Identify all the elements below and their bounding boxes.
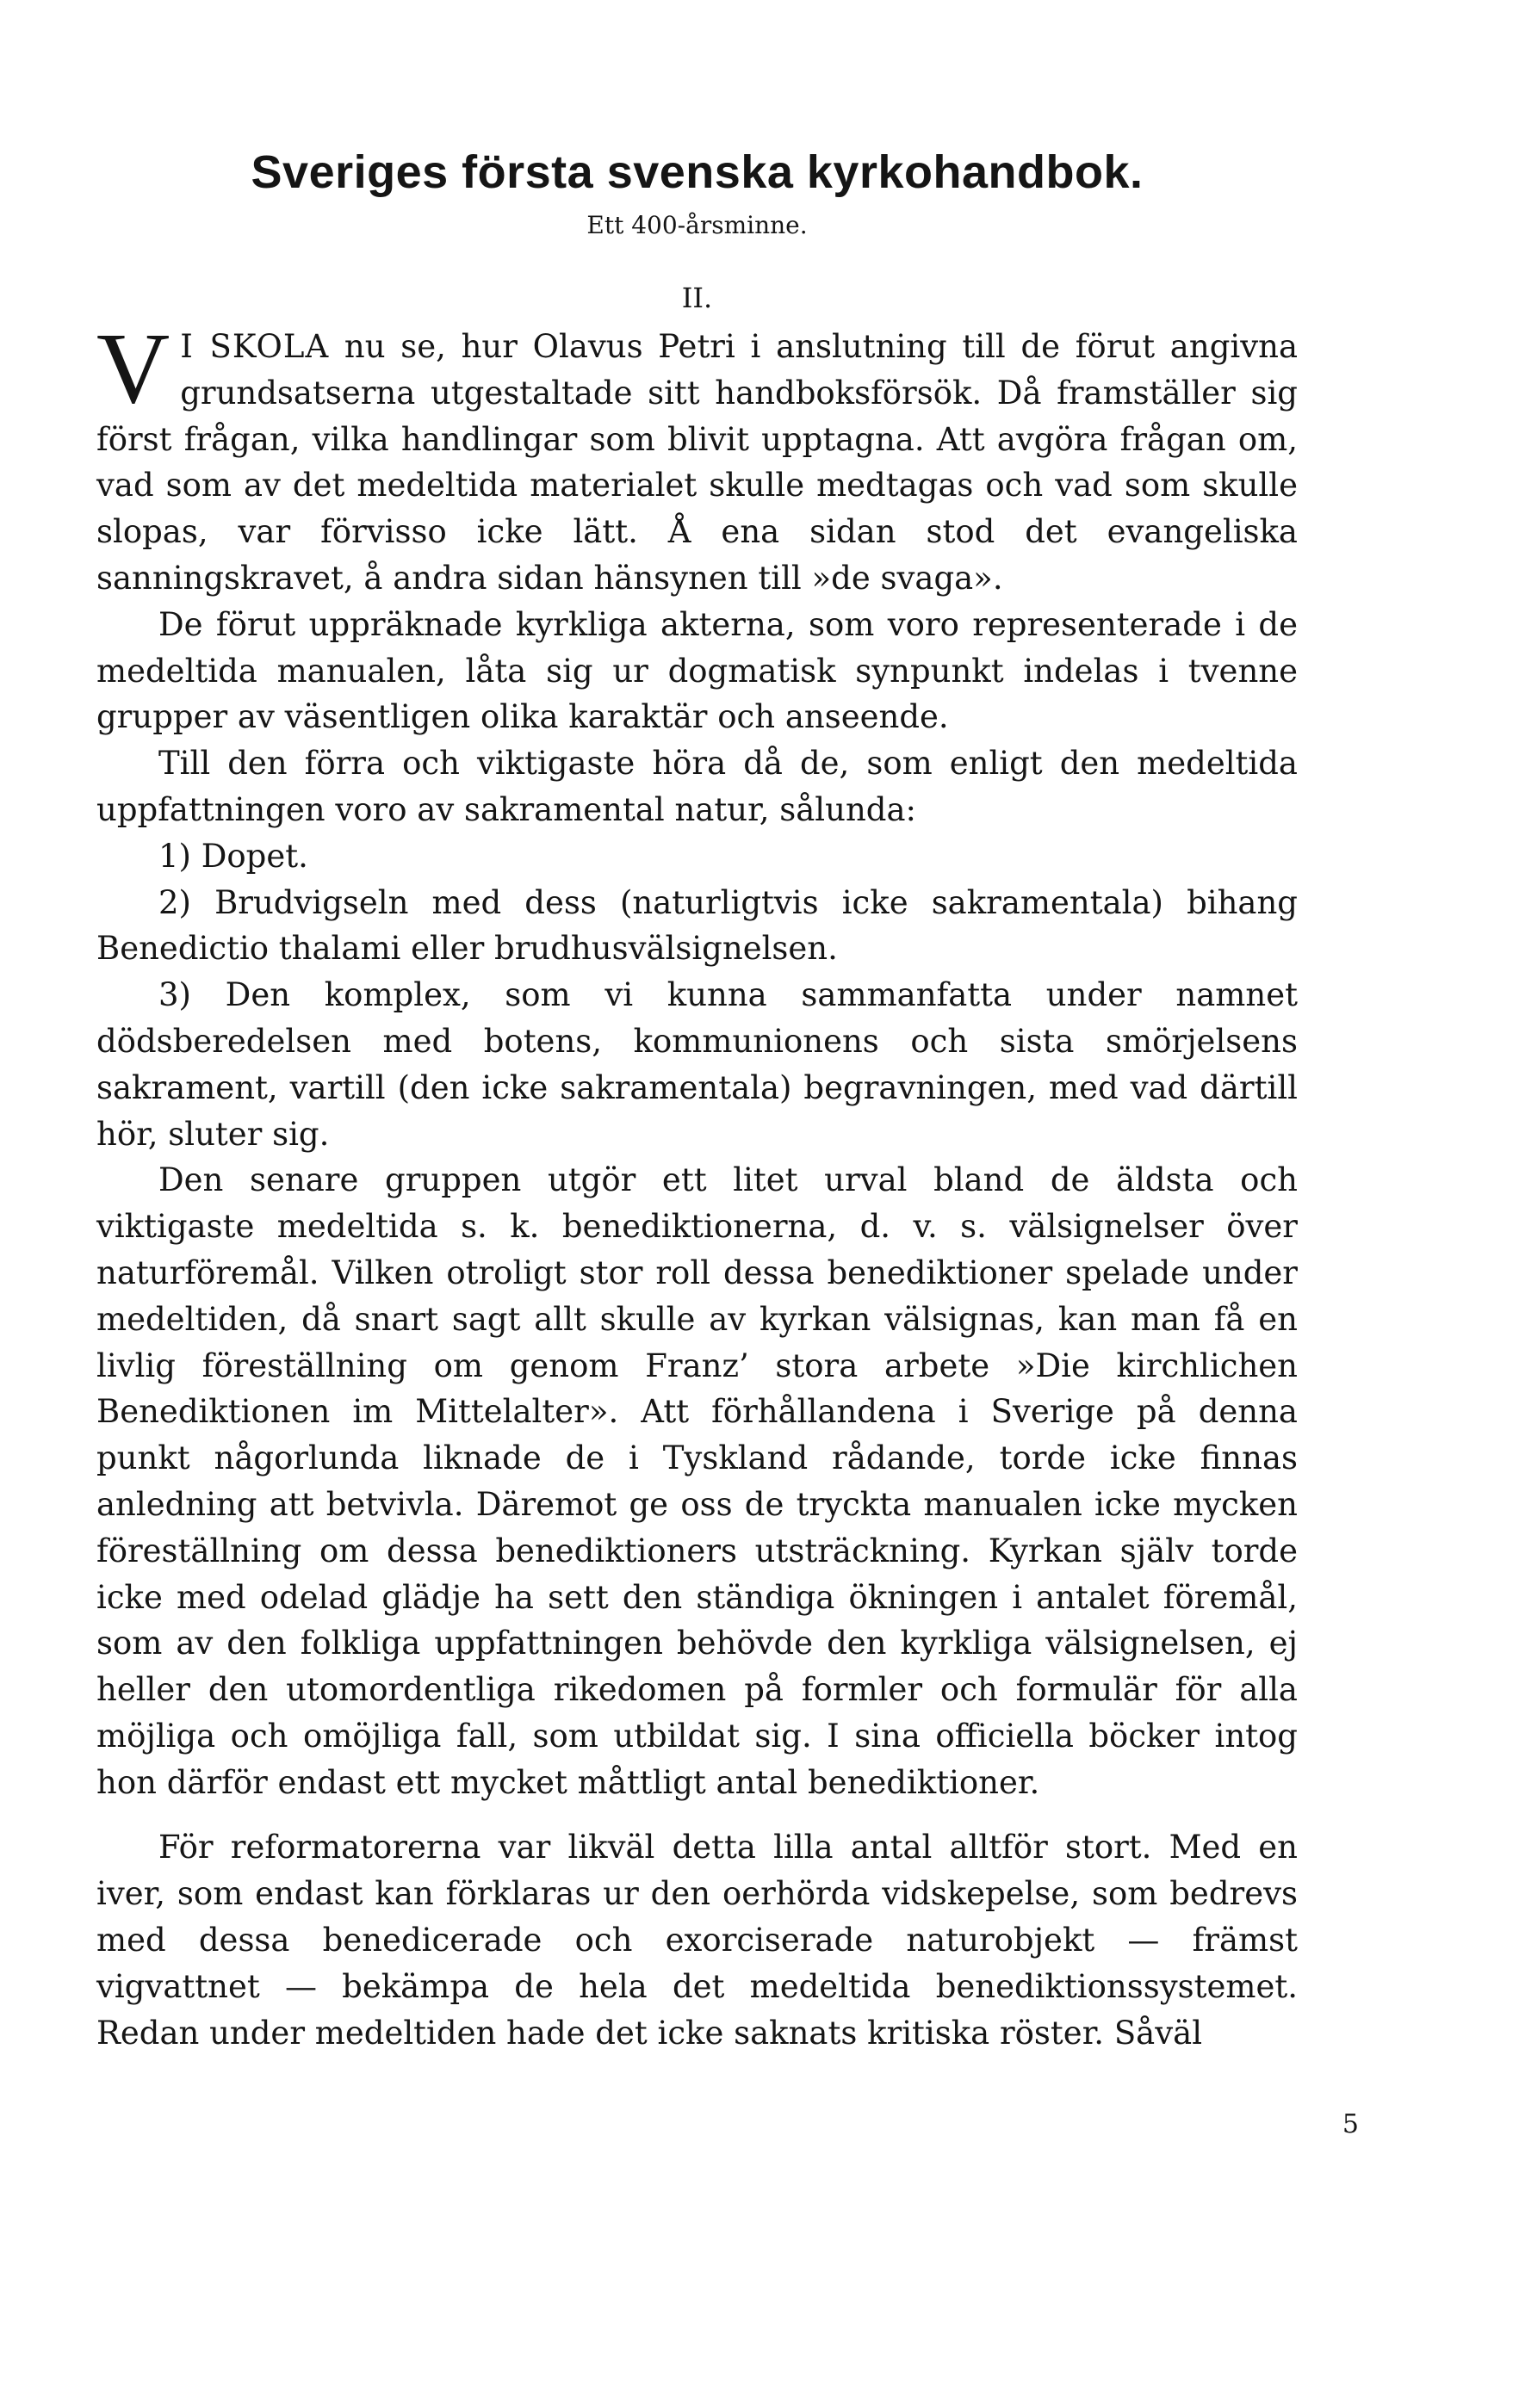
section-number: II. <box>681 282 713 315</box>
list-item-2: 2) Brudvigseln med dess (naturligtvis icke sakramentala) bihang Benedictio thalami eller brudhusvälsignelsen. <box>96 883 1298 968</box>
paragraph-3: Till den förra och viktigaste höra då de, som enligt den medeltida uppfattningen voro av sakramental natur, sålunda: <box>96 745 1298 828</box>
drop-cap: V <box>96 311 170 424</box>
page-number: 5 <box>1342 2109 1359 2139</box>
opening-words: I SKOLA <box>180 327 330 365</box>
paragraph-1-text: nu se, hur Olavus Petri i anslutning till de förut angivna grundsatserna utgestaltade sitt handboksförsök. Då framställer sig först frågan, vilka handlingar som blivit upptagna. Att avgöra frågan om, vad som av det medeltida materialet skulle medtagas och vad som skulle slopas, var förvisso icke lätt. Å ena sidan stod det evangeliska sanningskravet, å andra sidan hänsynen till »de svaga». <box>96 327 1298 597</box>
list-item-3: 3) Den komplex, som vi kunna sammanfatta under namnet dödsberedelsen med botens, kommunionens och sista smörjelsens sakrament, vartill (den icke sakramentala) begravningen, med vad därtill hör, sluter sig. <box>96 976 1298 1153</box>
paragraph-1 <box>96 311 1298 602</box>
list-item-1: 1) Dopet. <box>158 837 308 875</box>
body-text <box>96 311 1298 2056</box>
paragraph-5: För reformatorerna var likväl detta lilla antal alltför stort. Med en iver, som endast kan förklaras ur den oerhörda vidskepelse, som bedrevs med dessa benedicerade och exorciserade naturobjekt — främst vigvattnet — bekämpa de hela det medeltida benediktionssystemet. Redan under medeltiden hade det icke saknats kritiska röster. Såväl <box>96 1829 1298 2052</box>
page-title: Sveriges första svenska kyrkohandbok. <box>251 146 1144 198</box>
page-subtitle: Ett 400-årsminne. <box>586 210 808 239</box>
document-page <box>96 145 1298 2056</box>
paragraph-4: Den senare gruppen utgör ett litet urval bland de äldsta och viktigaste medeltida s. k. benediktionerna, d. v. s. välsignelser över naturföremål. Vilken otroligt stor roll dessa benediktioner spelade under medeltiden, då snart sagt allt skulle av kyrkan välsignas, kan man få en livlig föreställning om genom Franz’ stora arbete »Die kirchlichen Benediktionen im Mittelalter». Att förhållandena i Sverige på denna punkt någorlunda liknade de i Tyskland rådande, torde icke finnas anledning att betvivla. Däremot ge oss de tryckta manualen icke mycken föreställning om dessa benediktioners utsträckning. Kyrkan själv torde icke med odelad glädje ha sett den ständiga ökningen i antalet föremål, som av den folkliga uppfattningen behövde den kyrkliga välsignelsen, ej heller den utomordentliga rikedomen på formler och formulär för alla möjliga och omöjliga fall, som utbildat sig. I sina officiella böcker intog hon därför endast ett mycket måttligt antal benediktioner. <box>96 1161 1298 1801</box>
paragraph-2: De förut uppräknade kyrkliga akterna, som voro representerade i de medeltida manualen, låta sig ur dogmatisk synpunkt indelas i tvenne grupper av väsentligen olika karaktär och anseende. <box>96 605 1298 736</box>
